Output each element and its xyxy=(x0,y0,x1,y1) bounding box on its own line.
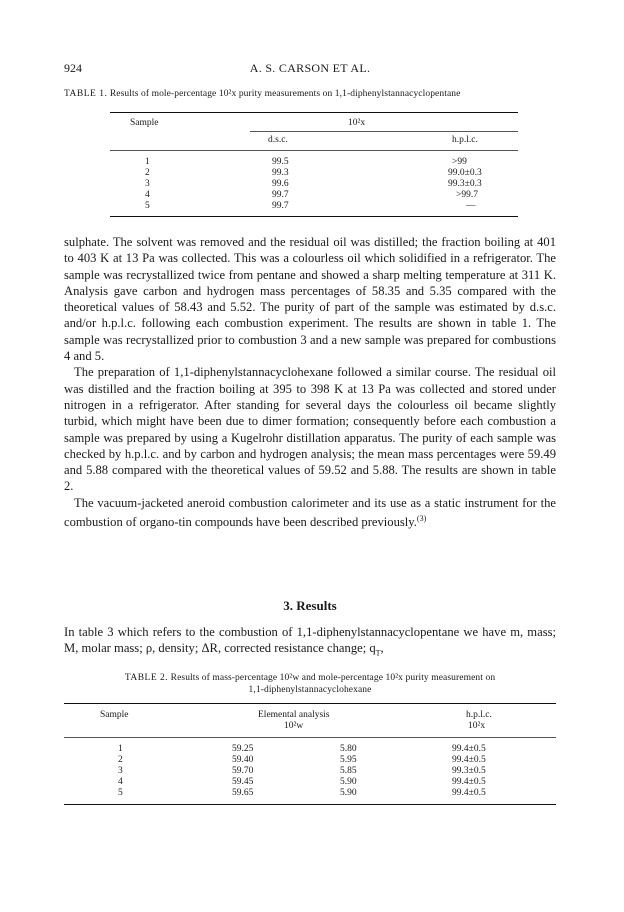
table2-cell-sample: 3 xyxy=(118,766,123,776)
table2-cell-sample: 5 xyxy=(118,788,123,798)
table2-top-rule xyxy=(64,703,556,704)
table2-caption xyxy=(64,672,556,696)
table2-cell-w2: 5.85 xyxy=(340,766,357,776)
table1-group-rule xyxy=(250,131,518,132)
table1-bottom-rule xyxy=(110,216,518,217)
table1-cell-hplc: 99.0±0.3 xyxy=(448,168,482,178)
table2-cell-hplc: 99.3±0.5 xyxy=(452,766,486,776)
table2-cell-w2: 5.95 xyxy=(340,755,357,765)
table1-cell-hplc: >99.7 xyxy=(456,190,478,200)
table1-header-dsc: d.s.c. xyxy=(268,135,288,145)
table1-cell-dsc: 99.7 xyxy=(272,201,289,211)
table2-caption-text: Results of mass-percentage 10²w and mole-percentage 10²x purity measurement on xyxy=(170,673,496,683)
table1-caption xyxy=(64,88,556,100)
table1-header-sample: Sample xyxy=(130,118,159,128)
reference-3: (3) xyxy=(416,514,427,524)
table1-cell-hplc: 99.3±0.3 xyxy=(448,179,482,189)
paragraph-4-end: , xyxy=(380,641,384,656)
section-heading: 3. Results xyxy=(283,598,337,613)
body-text xyxy=(64,234,556,531)
table1-cell-sample: 3 xyxy=(145,179,150,189)
table2-cell-w2: 5.90 xyxy=(340,777,357,787)
running-head-authors: A. S. CARSON ET AL. xyxy=(249,61,371,75)
table2-cell-sample: 4 xyxy=(118,777,123,787)
table2-cell-sample: 1 xyxy=(118,744,123,754)
table2-header-hplc: h.p.l.c. xyxy=(466,710,492,720)
table1-caption-text: Results of mole-percentage 10²x purity measurements on 1,1-diphenylstannacyclopentane xyxy=(109,89,461,99)
table2-cell-w1: 59.65 xyxy=(232,788,254,798)
table1-cell-sample: 2 xyxy=(145,168,150,178)
table2-cell-w1: 59.45 xyxy=(232,777,254,787)
table2-caption-line1 xyxy=(64,672,556,684)
table1-cell-sample: 5 xyxy=(145,201,150,211)
table1-top-rule xyxy=(110,112,518,113)
table2-header-sample: Sample xyxy=(100,710,129,720)
paragraph-4-text: In table 3 which refers to the combustion of 1,1-diphenylstannacyclopentane we have m, mass; M, molar mass; ρ, density; ΔR, corrected resistance change; q xyxy=(64,625,556,656)
table1-cell-sample: 1 xyxy=(145,157,150,167)
table1-cell-dsc: 99.7 xyxy=(272,190,289,200)
table2-cell-w1: 59.25 xyxy=(232,744,254,754)
table2-cell-hplc: 99.4±0.5 xyxy=(452,777,486,787)
table2-header-elemental-unit: 10²w xyxy=(284,721,304,731)
paragraph-2: The preparation of 1,1-diphenylstannacyclohexane followed a similar course. The residual oil was distilled and the fraction boiling at 395 to 398 K at 13 Pa was collected and stored under nitrogen in a refrigerator. After standing for several days the colourless oil became slightly turbid, which might have been due to dimer formation; consequently before each combustion a sample was prepared by using a Kugelrohr distillation apparatus. The purity of each sample was checked by h.p.l.c. and by carbon and hydrogen analysis; the mean mass percentages were 59.49 and 5.88 compared with the theoretical values of 59.52 and 5.88. The results are shown in table 2. xyxy=(64,365,556,494)
table1-header-group: 10²x xyxy=(348,118,366,128)
table2-cell-hplc: 99.4±0.5 xyxy=(452,788,486,798)
table1-cell-dsc: 99.6 xyxy=(272,179,289,189)
paragraph-1: sulphate. The solvent was removed and the residual oil was distilled; the fraction boiling at 401 to 403 K at 13 Pa was collected. This was a colourless oil which solidified in a refrigerator. The sample was recrystallized twice from pentane and showed a sharp melting temperature at 311 K. Analysis gave carbon and hydrogen mass percentages of 58.35 and 5.35 compared with the theoretical values of 58.43 and 5.52. The purity of part of the sample was estimated by d.s.c. and/or h.p.l.c. following each combustion experiment. The results are shown in table 1. The sample was recrystallized prior to combustion 3 and a new sample was prepared for combustions 4 and 5. xyxy=(64,235,556,364)
paragraph-4 xyxy=(64,624,556,662)
table2-cell-w1: 59.70 xyxy=(232,766,254,776)
table1-cell-sample: 4 xyxy=(145,190,150,200)
table2-header-rule xyxy=(64,737,556,738)
table2-caption-label: TABLE 2. xyxy=(124,673,169,683)
table2-header-hplc-unit: 10²x xyxy=(468,721,486,731)
table1-caption-label: TABLE 1. xyxy=(64,89,108,99)
table2-caption-line2: 1,1-diphenylstannacyclohexane xyxy=(248,685,372,695)
paragraph-3 xyxy=(64,495,556,531)
table2-cell-w2: 5.80 xyxy=(340,744,357,754)
table2-cell-sample: 2 xyxy=(118,755,123,765)
table2-header-elemental: Elemental analysis xyxy=(258,710,330,720)
table1-header-rule xyxy=(110,150,518,151)
table1-header-hplc: h.p.l.c. xyxy=(452,135,478,145)
table2-cell-hplc: 99.4±0.5 xyxy=(452,744,486,754)
table2-cell-w1: 59.40 xyxy=(232,755,254,765)
table1-cell-hplc: >99 xyxy=(452,157,467,167)
table1-cell-hplc: — xyxy=(466,201,476,211)
results-text xyxy=(64,624,556,662)
table1-cell-dsc: 99.5 xyxy=(272,157,289,167)
table2-cell-w2: 5.90 xyxy=(340,788,357,798)
paragraph-4-subscript: T xyxy=(375,648,381,658)
paragraph-3-text: The vacuum-jacketed aneroid combustion calorimeter and its use as a static instrument for the combustion of organo-tin compounds have been described previously. xyxy=(64,495,556,530)
table2-bottom-rule xyxy=(64,804,556,805)
table1-cell-dsc: 99.3 xyxy=(272,168,289,178)
page-number: 924 xyxy=(64,61,82,75)
table2-cell-hplc: 99.4±0.5 xyxy=(452,755,486,765)
